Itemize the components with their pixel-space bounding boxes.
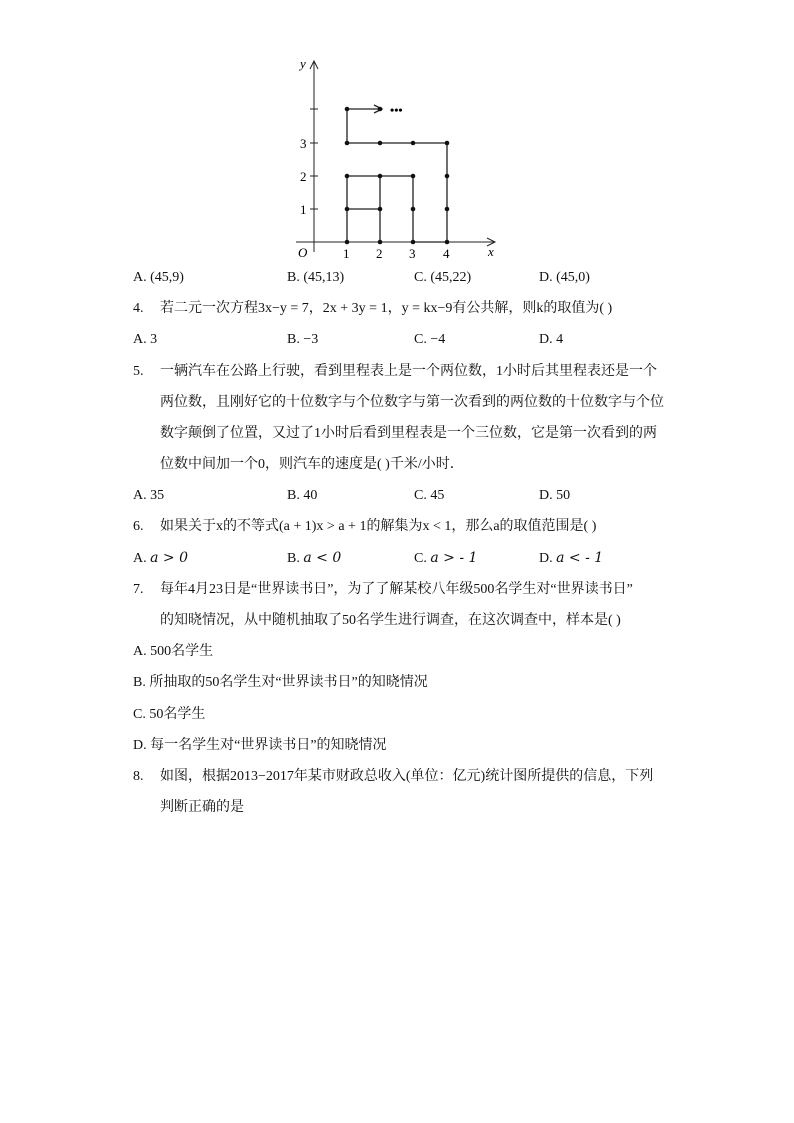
q8-number: 8. bbox=[133, 769, 144, 784]
option-text: −3 bbox=[303, 332, 319, 347]
option-letter: A. bbox=[133, 551, 147, 566]
origin-label: O bbox=[298, 245, 308, 260]
point bbox=[345, 207, 350, 212]
option-letter: B. bbox=[287, 270, 300, 285]
option-text: 50名学生 bbox=[149, 707, 206, 722]
ellipsis-label: ••• bbox=[390, 103, 403, 117]
point bbox=[411, 174, 416, 179]
option-letter: A. bbox=[133, 644, 147, 659]
point bbox=[378, 174, 383, 179]
option-text: a > 0 bbox=[150, 550, 189, 566]
q7-line-2: 的知晓情况，从中随机抽取了50名学生进行调查，在这次调查中，样本是( ) bbox=[160, 613, 621, 628]
option-letter: C. bbox=[414, 270, 427, 285]
option-text: 45 bbox=[430, 488, 445, 503]
option-letter: B. bbox=[287, 332, 300, 347]
q3-option-a bbox=[133, 269, 184, 287]
q6-option-c bbox=[414, 549, 477, 568]
option-text: 35 bbox=[150, 488, 165, 503]
option-letter: C. bbox=[133, 707, 146, 722]
y-axis-label: y bbox=[300, 56, 306, 71]
q7-option-b bbox=[133, 674, 428, 692]
q8-line-2: 判断正确的是 bbox=[160, 800, 244, 815]
option-letter: C. bbox=[414, 332, 427, 347]
q7-option-d bbox=[133, 737, 387, 755]
option-letter: A. bbox=[133, 488, 147, 503]
x-tick-label-3: 3 bbox=[409, 246, 416, 261]
q7-line-1: 每年4月23日是“世界读书日”，为了了解某校八年级500名学生对“世界读书日” bbox=[160, 582, 633, 597]
option-text: (45,13) bbox=[303, 270, 345, 285]
q4-option-b bbox=[287, 331, 318, 349]
point bbox=[378, 107, 383, 112]
q5-option-c bbox=[414, 487, 444, 505]
option-text: (45,9) bbox=[150, 270, 184, 285]
y-tick-label-3: 3 bbox=[300, 136, 307, 151]
option-text: 500名学生 bbox=[150, 644, 214, 659]
option-letter: C. bbox=[414, 488, 427, 503]
option-text: 50 bbox=[556, 488, 571, 503]
q7-option-a bbox=[133, 643, 213, 661]
q4-option-d bbox=[539, 331, 563, 349]
coordinate-plane bbox=[290, 52, 510, 264]
q4-number: 4. bbox=[133, 301, 144, 316]
q5-line-1: 一辆汽车在公路上行驶，看到里程表上是一个两位数，1小时后其里程表还是一个 bbox=[160, 364, 657, 379]
point bbox=[445, 207, 450, 212]
point bbox=[445, 141, 450, 146]
point bbox=[445, 240, 450, 245]
q8-line-1: 如图，根据2013−2017年某市财政总收入(单位：亿元)统计图所提供的信息，下列 bbox=[160, 769, 654, 784]
q5-line-3: 数字颠倒了位置，又过了1小时后看到里程表是一个三位数，它是第一次看到的两 bbox=[160, 426, 657, 441]
point bbox=[378, 141, 383, 146]
point bbox=[411, 141, 416, 146]
option-letter: A. bbox=[133, 270, 147, 285]
option-text: (45,22) bbox=[430, 270, 472, 285]
point bbox=[345, 107, 350, 112]
option-letter: D. bbox=[539, 488, 553, 503]
option-letter: A. bbox=[133, 332, 147, 347]
option-text: a < - 1 bbox=[556, 550, 604, 566]
q6-number: 6. bbox=[133, 519, 144, 534]
point bbox=[411, 207, 416, 212]
q5-line-2: 两位数，且刚好它的十位数字与个位数字与第一次看到的两位数的十位数字与个位 bbox=[160, 395, 664, 410]
point bbox=[411, 240, 416, 245]
q7-option-c bbox=[133, 706, 205, 724]
q3-option-c bbox=[414, 269, 471, 287]
q4-stem: 若二元一次方程3x−y = 7，2x + 3y = 1，y = kx−9有公共解，则k的取值为( ) bbox=[160, 301, 613, 316]
option-letter: D. bbox=[133, 738, 147, 753]
x-tick-label-4: 4 bbox=[443, 246, 450, 261]
q5-number: 5. bbox=[133, 364, 144, 379]
option-text: (45,0) bbox=[556, 270, 590, 285]
q5-option-a bbox=[133, 487, 164, 505]
q4-option-c bbox=[414, 331, 445, 349]
lattice-path-figure bbox=[290, 52, 510, 264]
option-letter: B. bbox=[287, 488, 300, 503]
q5-option-d bbox=[539, 487, 570, 505]
option-letter: B. bbox=[133, 675, 146, 690]
q4-option-a bbox=[133, 331, 157, 349]
lattice-path-inner bbox=[347, 176, 380, 209]
option-text: 40 bbox=[303, 488, 318, 503]
point bbox=[345, 240, 350, 245]
q7-number: 7. bbox=[133, 582, 144, 597]
q6-option-b bbox=[287, 549, 341, 568]
option-text: 4 bbox=[556, 332, 564, 347]
option-letter: C. bbox=[414, 551, 427, 566]
option-text: a > - 1 bbox=[430, 550, 478, 566]
option-text: 所抽取的50名学生对“世界读书日”的知晓情况 bbox=[149, 675, 428, 690]
option-text: −4 bbox=[430, 332, 446, 347]
point bbox=[378, 240, 383, 245]
q3-option-b bbox=[287, 269, 344, 287]
q6-option-a bbox=[133, 549, 188, 568]
point bbox=[445, 174, 450, 179]
point bbox=[345, 141, 350, 146]
x-axis-label: x bbox=[488, 244, 494, 259]
option-letter: D. bbox=[539, 270, 553, 285]
option-letter: D. bbox=[539, 332, 553, 347]
option-text: a < 0 bbox=[303, 550, 342, 566]
q5-option-b bbox=[287, 487, 317, 505]
q5-line-4: 位数中间加一个0，则汽车的速度是( )千米/小时． bbox=[160, 457, 464, 472]
x-tick-label-1: 1 bbox=[343, 246, 350, 261]
q6-option-d bbox=[539, 549, 603, 568]
option-text: 每一名学生对“世界读书日”的知晓情况 bbox=[150, 738, 387, 753]
option-text: 3 bbox=[150, 332, 158, 347]
q6-stem: 如果关于x的不等式(a + 1)x > a + 1的解集为x < 1，那么a的取值范围是( ) bbox=[160, 519, 597, 534]
q3-option-d bbox=[539, 269, 590, 287]
y-tick-label-2: 2 bbox=[300, 169, 307, 184]
point bbox=[378, 207, 383, 212]
option-letter: D. bbox=[539, 551, 553, 566]
y-tick-label-1: 1 bbox=[300, 202, 307, 217]
x-tick-label-2: 2 bbox=[376, 246, 383, 261]
option-letter: B. bbox=[287, 551, 300, 566]
point bbox=[345, 174, 350, 179]
